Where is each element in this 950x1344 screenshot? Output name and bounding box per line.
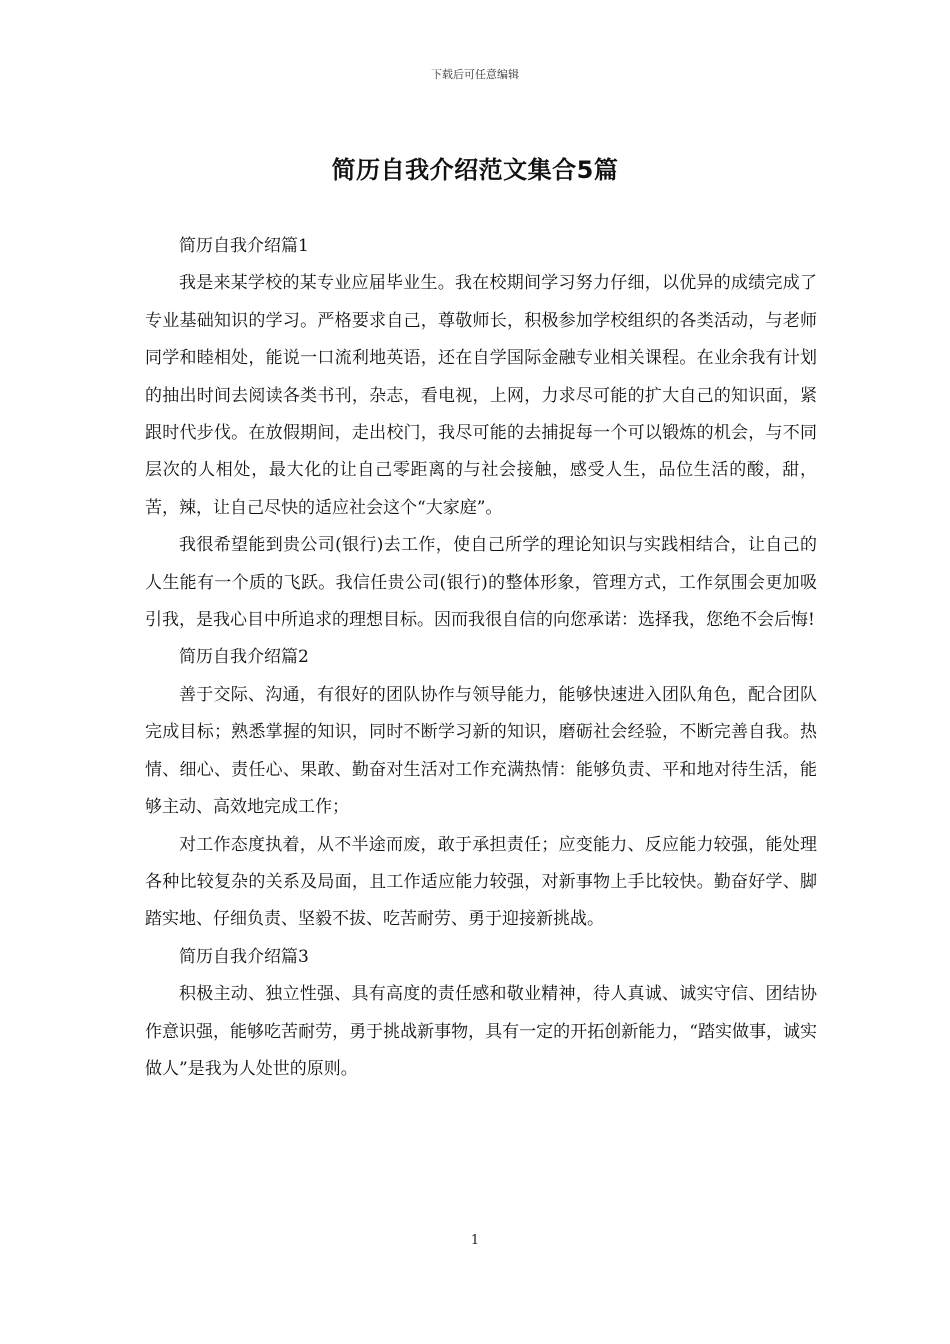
body-paragraph: 善于交际、沟通，有很好的团队协作与领导能力，能够快速进入团队角色，配合团队完成目标；熟悉掌握的知识，同时不断学习新的知识，磨砺社会经验，不断完善自我。热情、细心、责任心、果敢、勤奋对生活对工作充满热情：能够负责、平和地对待生活，能够主动、高效地完成工作；	[145, 684, 817, 818]
body-paragraph: 我是来某学校的某专业应届毕业生。我在校期间学习努力仔细，以优异的成绩完成了专业基础知识的学习。严格要求自己，尊敬师长，积极参加学校组织的各类活动，与老师同学和睦相处，能说一口流利地英语，还在自学国际金融专业相关课程。在业余我有计划的抽出时间去阅读各类书刊，杂志，看电视，上网，力求尽可能的扩大自己的知识面，紧跟时代步伐。在放假期间，走出校门，我尽可能的去捕捉每一个可以锻炼的机会，与不同层次的人相处，最大化的让自己零距离的与社会接触，感受人生，品位生活的酸，甜，苦，辣，让自己尽快的适应社会这个“大家庭”。	[145, 273, 817, 518]
page-number: 1	[470, 1233, 480, 1248]
document-title: 简历自我介绍范文集合5篇	[331, 156, 619, 184]
body-paragraph: 对工作态度执着，从不半途而废，敢于承担责任；应变能力、反应能力较强，能处理各种比较复杂的关系及局面，且工作适应能力较强，对新事物上手比较快。勤奋好学、脚踏实地、仔细负责、坚毅不拔、吃苦耐劳、勇于迎接新挑战。	[145, 834, 817, 930]
section-heading-1: 简历自我介绍篇1	[179, 236, 309, 256]
document-body	[145, 228, 817, 1088]
body-paragraph: 积极主动、独立性强、具有高度的责任感和敬业精神，待人真诚、诚实守信、团结协作意识强，能够吃苦耐劳，勇于挑战新事物，具有一定的开拓创新能力，“踏实做事，诚实做人”是我为人处世的原则。	[145, 984, 817, 1079]
header-note: 下载后可任意编辑	[431, 68, 519, 81]
section-heading-3: 简历自我介绍篇3	[179, 946, 309, 967]
body-paragraph: 我很希望能到贵公司(银行)去工作，使自己所学的理论知识与实践相结合，让自己的人生能有一个质的飞跃。我信任贵公司(银行)的整体形象，管理方式，工作氛围会更加吸引我，是我心目中所追求的理想目标。因而我很自信的向您承诺：选择我，您绝不会后悔!	[145, 535, 817, 631]
section-heading-2: 简历自我介绍篇2	[179, 647, 309, 668]
